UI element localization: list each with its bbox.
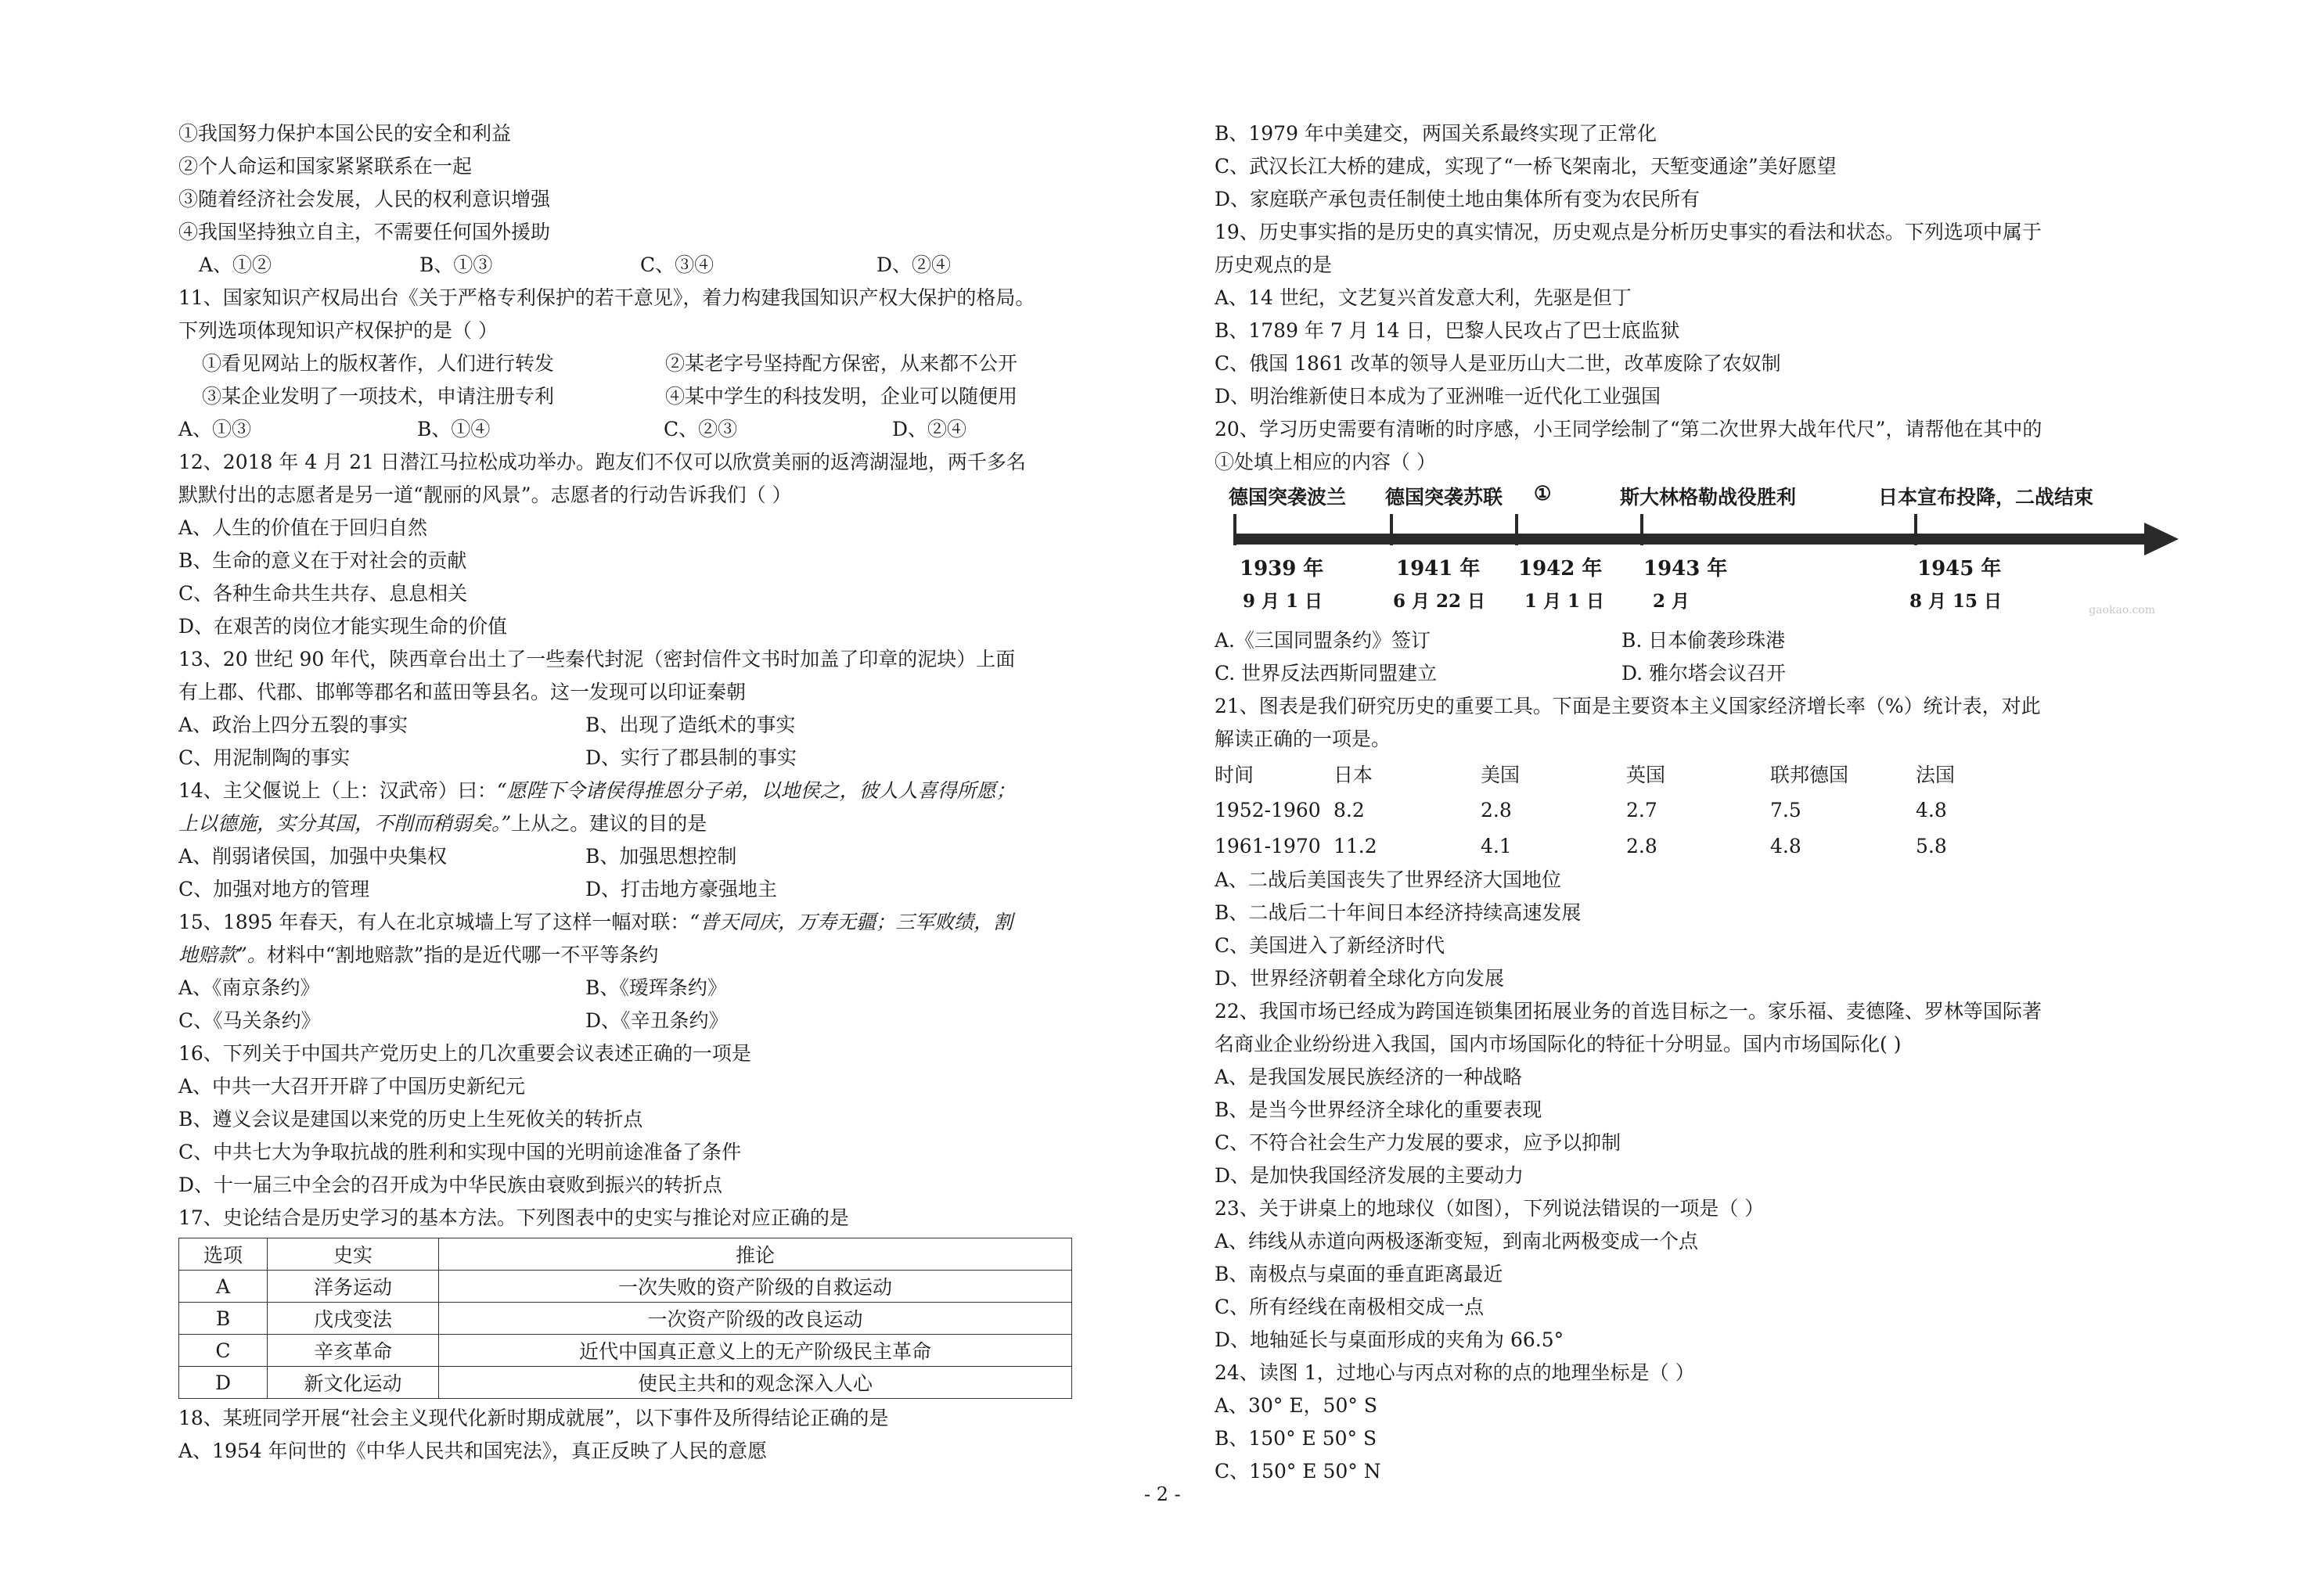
q15-options-row-1 [178, 972, 1125, 1005]
q21-cell: 2.8 [1481, 798, 1512, 821]
q10-item-2: ②个人命运和国家紧紧联系在一起 [178, 155, 473, 178]
q16-option-b: B、遵义会议是建国以来党的历史上生死攸关的转折点 [178, 1108, 643, 1130]
q22-option-b: B、是当今世界经济全球化的重要表现 [1215, 1098, 1542, 1121]
q13-options-row-1 [178, 709, 1125, 742]
q21-stem-2: 解读正确的一项是。 [1215, 728, 1391, 750]
q13-option-c: C、用泥制陶的事实 [178, 746, 351, 769]
table-row [179, 1271, 1072, 1303]
table-row [179, 1303, 1072, 1335]
q14-option-d: D、打击地方豪强地主 [585, 878, 778, 900]
q14-quote-2: 上以德施，实分其国，不削而稍弱矣。” [178, 812, 512, 835]
q13-option-b: B、出现了造纸术的事实 [585, 714, 796, 736]
q12-stem-1: 12、2018 年 4 月 21 日潜江马拉松成功举办。跑友们不仅可以欣赏美丽的返湾湖湿地，两千多名 [178, 451, 1026, 473]
q18-option-b: B、1979 年中美建交，两国关系最终实现了正常化 [1215, 122, 1657, 145]
q21-cell: 4.8 [1770, 834, 1801, 857]
timeline-year: 1942 年 [1518, 557, 1603, 581]
q24-option-c: C、150° E 50° N [1215, 1460, 1381, 1483]
right-column [1215, 117, 2177, 1488]
q20-stem-1: 20、学习历史需要有清晰的时序感，小王同学绘制了“第二次世界大战年代尺”，请帮他在其中的 [1215, 418, 2042, 440]
q14-options-row-2 [178, 873, 1125, 906]
q13-option-d: D、实行了郡县制的事实 [585, 746, 797, 769]
q13-options-row-2 [178, 742, 1125, 775]
q13-stem-2: 有上郡、代郡、邯郸等郡名和蓝田等县名。这一发现可以印证秦朝 [178, 681, 747, 703]
table-row [1215, 792, 1955, 828]
q13-option-a: A、政治上四分五裂的事实 [178, 714, 408, 736]
q10-options [178, 249, 1125, 282]
ww2-timeline [1215, 479, 2177, 624]
q17-cell: 一次资产阶级的改良运动 [439, 1303, 1072, 1335]
q16-stem: 16、下列关于中国共产党历史上的几次重要会议表述正确的一项是 [178, 1042, 751, 1065]
q17-cell: A [179, 1271, 268, 1303]
q15-quote-2: 地赔款”。 [178, 944, 267, 966]
q20-options-row-1 [1215, 624, 2177, 657]
q20-option-d: D. 雅尔塔会议召开 [1621, 662, 1787, 685]
q14-options-row-1 [178, 840, 1125, 873]
table-row [1215, 828, 1955, 864]
q22-option-c: C、不符合社会生产力发展的要求，应予以抑制 [1215, 1131, 1621, 1154]
q15-options-row-2 [178, 1005, 1125, 1037]
q10-option-a: A、①② [199, 253, 272, 276]
q17-header-fact: 史实 [268, 1238, 439, 1271]
timeline-date: 2 月 [1653, 591, 1690, 612]
q21-cell: 8.2 [1333, 798, 1365, 821]
timeline-date: 9 月 1 日 [1243, 591, 1323, 612]
q20-option-c: C. 世界反法西斯同盟建立 [1215, 662, 1438, 685]
q12-option-d: D、在艰苦的岗位才能实现生命的价值 [178, 615, 508, 638]
q20-stem-2: ①处填上相应的内容（ ） [1215, 451, 1436, 473]
q23-option-c: C、所有经线在南极相交成一点 [1215, 1296, 1485, 1318]
q15-stem-lead: 15、1895 年春天，有人在北京城墙上写了这样一幅对联： [178, 911, 690, 933]
q12-option-c: C、各种生命共生共存、息息相关 [178, 582, 468, 605]
q23-stem: 23、关于讲桌上的地球仪（如图），下列说法错误的一项是（ ） [1215, 1197, 1765, 1220]
q11-option-a: A、①③ [178, 418, 252, 440]
q23-option-d: D、地轴延长与桌面形成的夹角为 66.5° [1215, 1328, 1564, 1351]
q17-cell: 新文化运动 [268, 1367, 439, 1399]
q17-cell: 辛亥革命 [268, 1335, 439, 1367]
timeline-tick [1515, 514, 1518, 545]
q21-header: 法国 [1916, 764, 1956, 786]
q14-option-c: C、加强对地方的管理 [178, 878, 370, 900]
q11-item-4: ④某中学生的科技发明，企业可以随便用 [665, 385, 1018, 408]
q17-cell: 使民主共和的观念深入人心 [439, 1367, 1072, 1399]
timeline-date: 1 月 1 日 [1524, 591, 1605, 612]
q22-option-d: D、是加快我国经济发展的主要动力 [1215, 1164, 1524, 1187]
timeline-event-label: 斯大林格勒战役胜利 [1620, 486, 1797, 509]
q21-cell: 4.1 [1481, 834, 1512, 857]
q17-cell: C [179, 1335, 268, 1367]
q21-cell: 2.7 [1626, 798, 1657, 821]
q14-option-a: A、削弱诸侯国，加强中央集权 [178, 845, 448, 868]
timeline-date: 6 月 22 日 [1393, 591, 1486, 612]
q16-option-d: D、十一届三中全会的召开成为中华民族由衰败到振兴的转折点 [178, 1174, 723, 1196]
q19-option-c: C、俄国 1861 改革的领导人是亚历山大二世，改革废除了农奴制 [1215, 352, 1781, 375]
table-row [179, 1335, 1072, 1367]
arrow-right-icon [2144, 523, 2179, 555]
q11-stem-1: 11、国家知识产权局出台《关于严格专利保护的若干意见》，着力构建我国知识产权大保护的格局。 [178, 286, 1035, 309]
timeline-tick [1640, 514, 1643, 545]
q21-header: 日本 [1333, 764, 1373, 786]
timeline-year: 1943 年 [1643, 557, 1728, 581]
q11-options [178, 413, 1125, 446]
q21-option-a: A、二战后美国丧失了世界经济大国地位 [1215, 868, 1562, 891]
q18-option-a: A、1954 年问世的《中华人民共和国宪法》，真正反映了人民的意愿 [178, 1440, 768, 1462]
q17-cell: B [179, 1303, 268, 1335]
q17-header-option: 选项 [179, 1238, 268, 1271]
q23-option-a: A、纬线从赤道向两极逐渐变短，到南北两极变成一个点 [1215, 1230, 1699, 1253]
q21-option-b: B、二战后二十年间日本经济持续高速发展 [1215, 901, 1582, 924]
q20-option-a: A.《三国同盟条约》签订 [1215, 629, 1431, 652]
q11-option-d: D、②④ [892, 418, 967, 440]
q11-item-1: ①看见网站上的版权著作，人们进行转发 [202, 352, 555, 375]
q17-stem: 17、史论结合是历史学习的基本方法。下列图表中的史实与推论对应正确的是 [178, 1206, 849, 1229]
q15-quote-1: “普天同庆，万寿无疆；三军败绩，割 [689, 911, 1013, 933]
q16-option-c: C、中共七大为争取抗战的胜利和实现中国的光明前途准备了条件 [178, 1141, 742, 1163]
q21-cell: 4.8 [1916, 798, 1947, 821]
q12-option-b: B、生命的意义在于对社会的贡献 [178, 549, 467, 572]
q17-header-inference: 推论 [439, 1238, 1072, 1271]
table-row [179, 1367, 1072, 1399]
q23-option-b: B、南极点与桌面的垂直距离最近 [1215, 1263, 1503, 1285]
q14-stem-2 [178, 807, 1125, 840]
q19-option-d: D、明治维新使日本成为了亚洲唯一近代化工业强国 [1215, 385, 1661, 408]
q10-item-3: ③随着经济社会发展，人民的权利意识增强 [178, 188, 551, 210]
q19-option-b: B、1789 年 7 月 14 日，巴黎人民攻占了巴士底监狱 [1215, 319, 1680, 342]
q11-items-row-1 [178, 347, 1125, 380]
timeline-event-label: ① [1534, 482, 1552, 505]
q16-option-a: A、中共一大召开开辟了中国历史新纪元 [178, 1075, 526, 1098]
q15-option-a: A、《南京条约》 [178, 976, 320, 999]
q21-cell: 1961-1970 [1215, 834, 1321, 857]
q19-stem-1: 19、历史事实指的是历史的真实情况，历史观点是分析历史事实的看法和状态。下列选项中属于 [1215, 221, 2042, 243]
timeline-date: 8 月 15 日 [1909, 591, 2003, 612]
q10-option-c: C、③④ [640, 253, 714, 276]
timeline-year: 1939 年 [1240, 557, 1324, 581]
q14-stem-lead: 14、主父偃说上（上：汉武帝）曰： [178, 779, 497, 802]
q18-option-c: C、武汉长江大桥的建成，实现了“一桥飞架南北，天堑变通途”美好愿望 [1215, 155, 1837, 178]
q10-item-1: ①我国努力保护本国公民的安全和利益 [178, 122, 512, 145]
q18-option-d: D、家庭联产承包责任制使土地由集体所有变为农民所有 [1215, 188, 1701, 210]
q22-option-a: A、是我国发展民族经济的一种战略 [1215, 1066, 1523, 1088]
q24-option-a: A、30° E，50° S [1215, 1394, 1377, 1417]
timeline-event-label: 日本宣布投降，二战结束 [1878, 486, 2094, 509]
q17-cell: D [179, 1367, 268, 1399]
q21-header: 联邦德国 [1770, 764, 1849, 786]
q21-cell: 11.2 [1333, 834, 1377, 857]
q20-option-b: B. 日本偷袭珍珠港 [1621, 629, 1786, 652]
q17-cell: 一次失败的资产阶级的自救运动 [439, 1271, 1072, 1303]
q15-option-b: B、《瑷珲条约》 [585, 976, 727, 999]
q15-stem-1 [178, 906, 1125, 939]
q24-stem: 24、读图 1，过地心与丙点对称的点的地理坐标是（ ） [1215, 1361, 1695, 1384]
q21-cell: 7.5 [1770, 798, 1801, 821]
q21-option-d: D、世界经济朝着全球化方向发展 [1215, 967, 1505, 990]
q10-option-d: D、②④ [876, 253, 952, 276]
q12-option-a: A、人生的价值在于回归自然 [178, 516, 428, 539]
q15-stem-tail: 材料中“割地赔款”指的是近代哪一不平等条约 [266, 944, 659, 966]
q14-stem-tail: 上从之。建议的目的是 [511, 812, 707, 835]
q22-stem-2: 名商业企业纷纷进入我国，国内市场国际化的特征十分明显。国内市场国际化( ) [1215, 1033, 1902, 1055]
q21-cell: 2.8 [1626, 834, 1657, 857]
q14-stem-1 [178, 775, 1125, 807]
q21-table [1215, 756, 1955, 864]
q15-option-d: D、《辛丑条约》 [585, 1009, 729, 1032]
q19-option-a: A、14 世纪，文艺复兴首发意大利，先驱是但丁 [1215, 286, 1632, 309]
watermark: gaokao.com [2089, 604, 2155, 616]
q17-cell: 洋务运动 [268, 1271, 439, 1303]
q14-quote-1: “愿陛下令诸侯得推恩分子弟，以地侯之，彼人人喜得所愿； [496, 779, 1016, 802]
q11-stem-2: 下列选项体现知识产权保护的是（ ） [178, 319, 498, 342]
q21-header: 美国 [1481, 764, 1521, 786]
q21-cell: 5.8 [1916, 834, 1947, 857]
q20-options-row-2 [1215, 657, 2177, 690]
q17-table [178, 1238, 1072, 1399]
q24-option-b: B、150° E 50° S [1215, 1427, 1377, 1450]
q21-option-c: C、美国进入了新经济时代 [1215, 934, 1445, 957]
q13-stem-1: 13、20 世纪 90 年代，陕西章台出土了一些秦代封泥（密封信件文书时加盖了印章的泥块）上面 [178, 648, 1016, 670]
timeline-event-label: 德国突袭苏联 [1385, 486, 1503, 509]
q21-header: 英国 [1626, 764, 1666, 786]
q10-item-4: ④我国坚持独立自主，不需要任何国外援助 [178, 221, 551, 243]
timeline-event-label: 德国突袭波兰 [1229, 486, 1347, 509]
q15-option-c: C、《马关条约》 [178, 1009, 321, 1032]
q14-option-b: B、加强思想控制 [585, 845, 737, 868]
q22-stem-1: 22、我国市场已经成为跨国连锁集团拓展业务的首选目标之一。家乐福、麦德隆、罗林等国际著 [1215, 1000, 2042, 1023]
q19-stem-2: 历史观点的是 [1215, 253, 1333, 276]
q11-items-row-2 [178, 380, 1125, 413]
q21-table-header [1215, 756, 1955, 792]
q17-cell: 近代中国真正意义上的无产阶级民主革命 [439, 1335, 1072, 1367]
q21-stem-1: 21、图表是我们研究历史的重要工具。下面是主要资本主义国家经济增长率（%）统计表，对此 [1215, 695, 2041, 717]
timeline-axis [1233, 534, 2147, 545]
q12-stem-2: 默默付出的志愿者是另一道“靓丽的风景”。志愿者的行动告诉我们（ ） [178, 483, 792, 506]
timeline-year: 1945 年 [1917, 557, 2002, 581]
q21-header: 时间 [1215, 764, 1254, 786]
q17-table-header [179, 1238, 1072, 1271]
timeline-year: 1941 年 [1396, 557, 1481, 581]
timeline-tick [1914, 514, 1917, 545]
q11-item-2: ②某老字号坚持配方保密，从来都不公开 [665, 352, 1018, 375]
timeline-tick [1233, 514, 1236, 545]
q10-option-b: B、①③ [419, 253, 493, 276]
left-column [178, 117, 1125, 1468]
page-number: - 2 - [1144, 1483, 1181, 1505]
q17-cell: 戊戌变法 [268, 1303, 439, 1335]
q11-option-c: C、②③ [664, 418, 738, 440]
q15-stem-2 [178, 939, 1125, 972]
q11-option-b: B、①④ [417, 418, 491, 440]
timeline-tick [1390, 514, 1393, 545]
q18-stem: 18、某班同学开展“社会主义现代化新时期成就展”，以下事件及所得结论正确的是 [178, 1407, 889, 1429]
q11-item-3: ③某企业发明了一项技术，申请注册专利 [202, 385, 555, 408]
q21-cell: 1952-1960 [1215, 798, 1321, 821]
